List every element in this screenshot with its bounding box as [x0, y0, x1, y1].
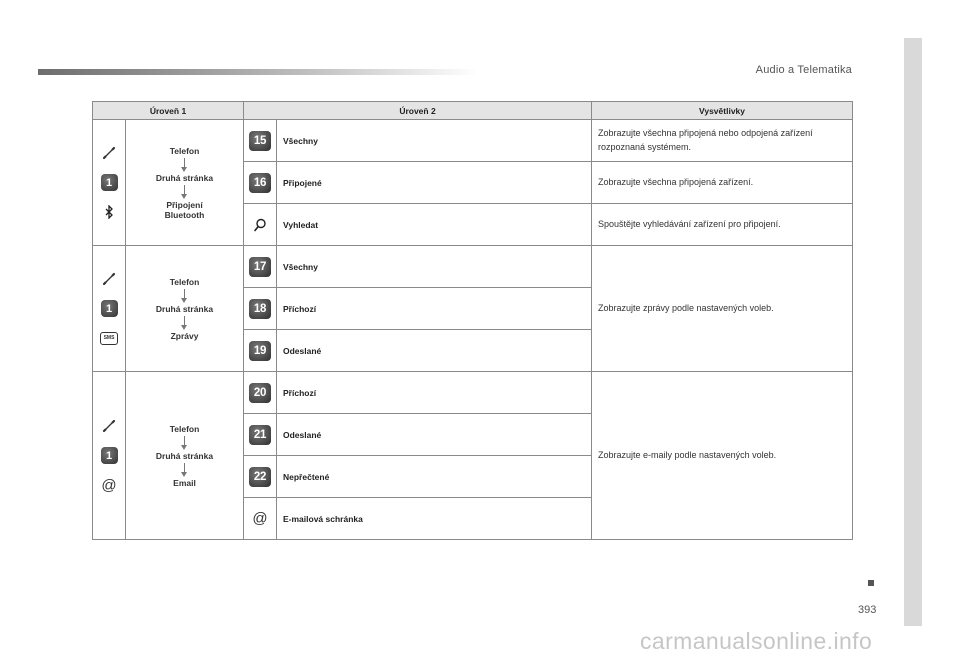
side-strip — [904, 38, 922, 626]
nav-item: Druhá stránka — [155, 172, 214, 183]
table-row — [93, 246, 853, 288]
at-icon: @ — [101, 476, 117, 494]
level1-badge: 1 — [101, 300, 118, 317]
level2-badge-cell — [244, 162, 277, 204]
group-icons — [93, 246, 126, 372]
level2-name: E-mailová schránka — [277, 498, 592, 540]
page-marker — [868, 580, 874, 586]
level2-icon-cell — [244, 204, 277, 246]
col-header-explanations: Vysvětlivky — [592, 102, 853, 120]
header-title: Audio a Telematika — [755, 64, 852, 76]
level2-badge-cell — [244, 372, 277, 414]
level2-badge: 19 — [249, 341, 271, 361]
level2-badge: 15 — [249, 131, 271, 151]
level2-badge-cell — [244, 120, 277, 162]
level2-badge-cell — [244, 456, 277, 498]
col-header-level2: Úroveň 2 — [244, 102, 592, 120]
level1-badge: 1 — [101, 447, 118, 464]
explanation: Zobrazujte zprávy podle nastavených voleb. — [592, 246, 853, 372]
sms-label: SMS — [100, 332, 118, 345]
level2-badge: 17 — [249, 257, 271, 277]
level2-name: Odeslané — [277, 414, 592, 456]
level2-badge: 22 — [249, 467, 271, 487]
phone-icon — [100, 270, 118, 288]
table-row — [93, 120, 853, 162]
down-arrow-icon — [184, 436, 185, 446]
level2-badge-cell — [244, 288, 277, 330]
nav-item: Druhá stránka — [155, 450, 214, 461]
nav-item: Telefon — [169, 145, 200, 156]
watermark: carmanualsonline.info — [640, 628, 873, 654]
nav-item: Zprávy — [170, 330, 199, 341]
level2-badge: 16 — [249, 173, 271, 193]
explanation: Zobrazujte všechna připojená nebo odpojená zařízení rozpoznaná systémem. — [592, 120, 853, 162]
nav-item: Druhá stránka — [155, 303, 214, 314]
level2-badge-cell — [244, 330, 277, 372]
nav-item: Připojení — [166, 199, 203, 210]
level2-badge-cell — [244, 414, 277, 456]
level2-name: Vyhledat — [277, 204, 592, 246]
down-arrow-icon — [184, 316, 185, 326]
page-number: 393 — [858, 604, 877, 616]
nav-item: Bluetooth — [164, 209, 205, 220]
level1-nav — [126, 246, 244, 372]
explanation: Spouštějte vyhledávání zařízení pro připojení. — [592, 204, 853, 246]
level2-badge-cell — [244, 246, 277, 288]
menu-table — [92, 101, 852, 539]
down-arrow-icon — [184, 289, 185, 299]
level1-nav — [126, 120, 244, 246]
table-header — [93, 102, 853, 120]
level2-badge: 20 — [249, 383, 271, 403]
level1-nav — [126, 372, 244, 540]
phone-icon — [100, 417, 118, 435]
down-arrow-icon — [184, 185, 185, 195]
explanation: Zobrazujte všechna připojená zařízení. — [592, 162, 853, 204]
at-icon: @ — [252, 510, 268, 527]
level2-name: Příchozí — [277, 372, 592, 414]
search-icon — [251, 216, 269, 234]
header-gradient-bar — [38, 69, 478, 75]
level2-name: Odeslané — [277, 330, 592, 372]
level2-name: Všechny — [277, 120, 592, 162]
bluetooth-icon — [100, 203, 118, 221]
down-arrow-icon — [184, 158, 185, 168]
sms-icon — [100, 329, 118, 347]
level2-badge: 21 — [249, 425, 271, 445]
group-icons — [93, 372, 126, 540]
level2-name: Připojené — [277, 162, 592, 204]
col-header-level1: Úroveň 1 — [93, 102, 244, 120]
nav-item: Telefon — [169, 276, 200, 287]
down-arrow-icon — [184, 463, 185, 473]
table-row — [93, 372, 853, 414]
nav-item: Email — [173, 477, 196, 488]
level2-name: Všechny — [277, 246, 592, 288]
group-icons — [93, 120, 126, 246]
level2-name: Nepřečtené — [277, 456, 592, 498]
level1-badge: 1 — [101, 174, 118, 191]
phone-icon — [100, 144, 118, 162]
level2-badge: 18 — [249, 299, 271, 319]
level2-name: Příchozí — [277, 288, 592, 330]
nav-item: Telefon — [169, 423, 200, 434]
level2-icon-cell — [244, 498, 277, 540]
explanation: Zobrazujte e-maily podle nastavených voleb. — [592, 372, 853, 540]
